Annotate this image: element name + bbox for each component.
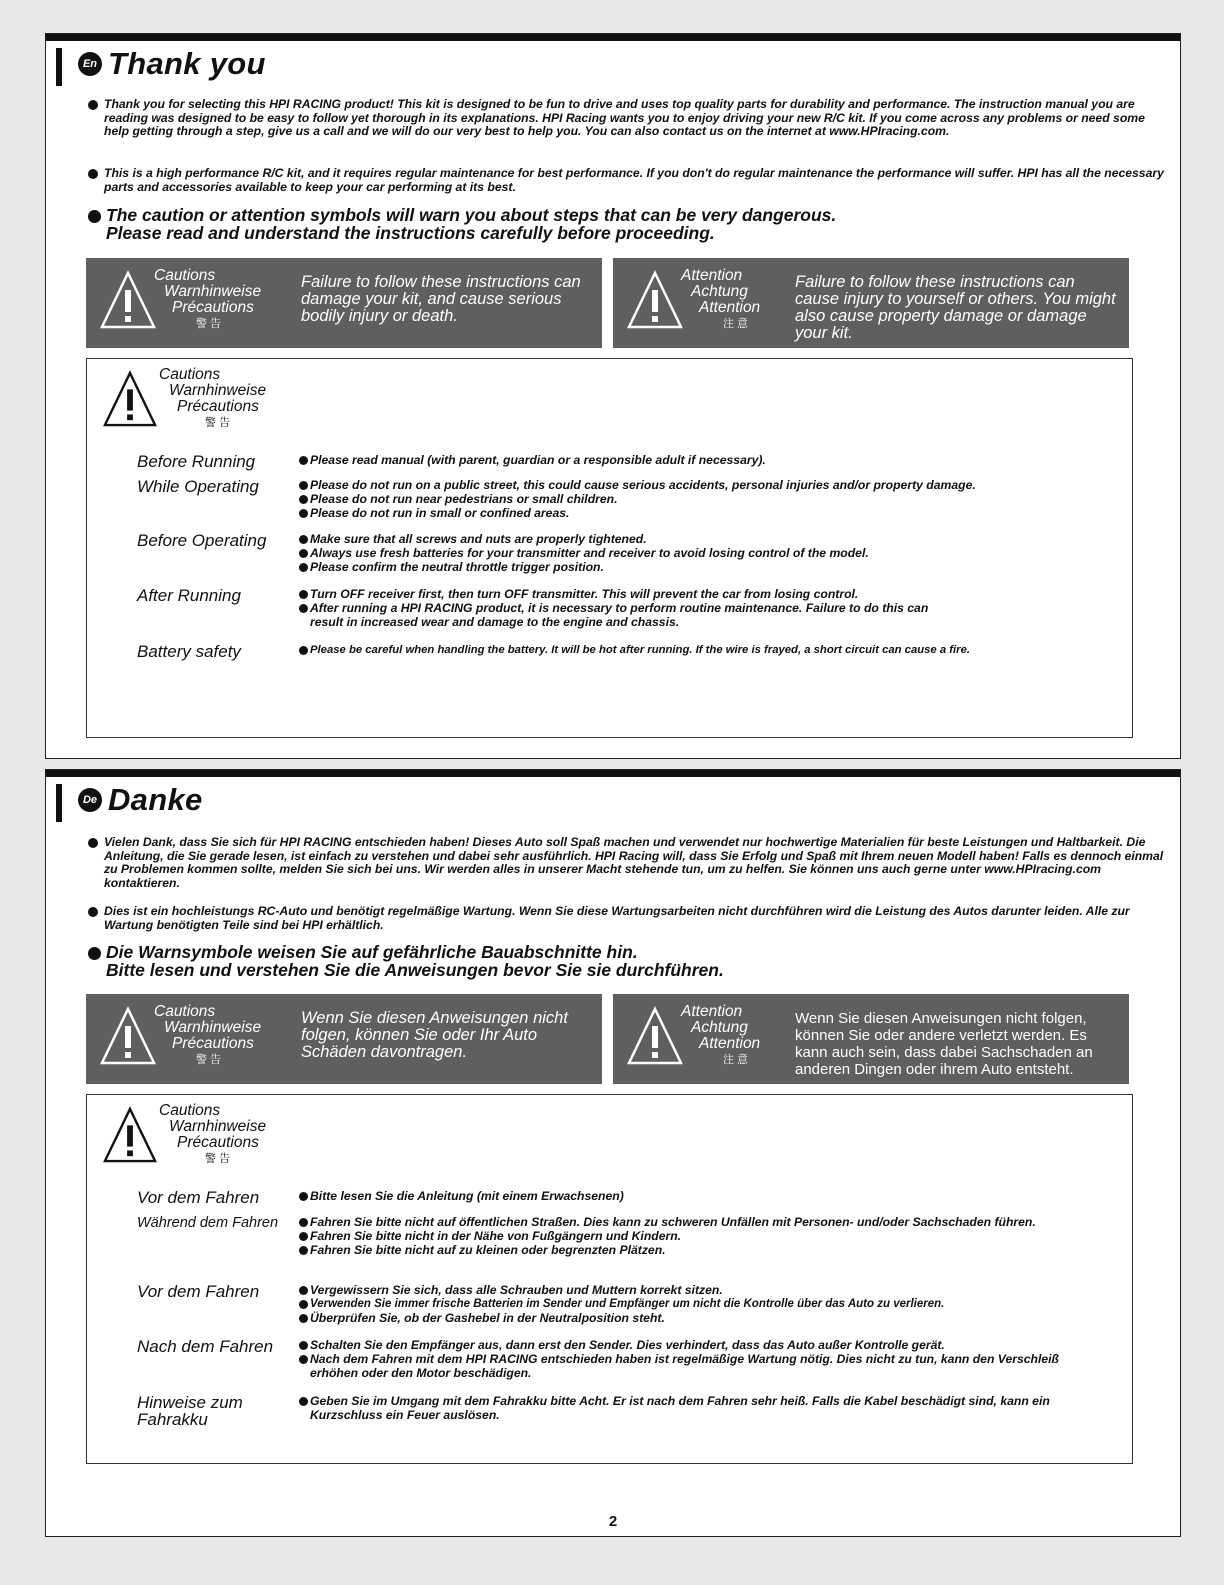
- rule-label: Vor dem Fahren: [137, 1188, 260, 1207]
- attention-labels: Attention Achtung Attention 注 意: [681, 267, 761, 330]
- rule-item: Always use fresh batteries for your transmitter and receiver to avoid losing control of the model.: [299, 546, 1122, 560]
- warning-triangle-icon: [100, 270, 156, 330]
- attention-banner: [613, 994, 1129, 1084]
- section-side-bar: [56, 48, 62, 86]
- warning-triangle-icon: [103, 1105, 157, 1165]
- section-top-bar: [46, 770, 1180, 777]
- caution-banner: [86, 994, 602, 1084]
- bullet-icon: [88, 169, 98, 179]
- section-top-bar: [46, 34, 1180, 41]
- bullet-icon: [299, 604, 308, 613]
- rule-item: Turn OFF receiver first, then turn OFF transmitter. This will prevent the car from losing control.: [299, 587, 1122, 601]
- bullet-icon: [299, 1232, 308, 1241]
- attention-message: Wenn Sie diesen Anweisungen nicht folgen, können Sie oder andere verletzt werden. Es kann auch sein, dass dabei Sachschaden an anderen Dingen oder ihrem Auto entsteht.: [795, 1010, 1093, 1078]
- rule-item: Please do not run in small or confined areas.: [299, 506, 1122, 520]
- rule-item: Fahren Sie bitte nicht auf öffentlichen Straßen. Dies kann zu schweren Unfällen mit Personen- und/oder Sachschaden führen.: [299, 1215, 1090, 1229]
- attention-banner: [613, 258, 1129, 348]
- rule-item: Bitte lesen Sie die Anleitung (mit einem Erwachsenen): [299, 1189, 1122, 1203]
- bullet-icon: [299, 1286, 308, 1295]
- rule-item: Geben Sie im Umgang mit dem Fahrakku bitte Acht. Er ist nach dem Fahren sehr heiß. Falls die Kabel beschädigt sind, kann ein Kurzschluss ein Feuer auslösen.: [299, 1394, 1070, 1422]
- bullet-icon: [299, 481, 308, 490]
- rule-item: Please confirm the neutral throttle trigger position.: [299, 560, 1122, 574]
- rule-label: Nach dem Fahren: [137, 1337, 274, 1356]
- rule-label: Hinweise zum Fahrakku: [137, 1393, 243, 1429]
- bullet-icon: [88, 210, 101, 223]
- language-badge: De: [78, 788, 102, 812]
- bullet-icon: [299, 509, 308, 518]
- caution-labels: Cautions Warnhinweise Précautions 警 告: [154, 1003, 262, 1066]
- rule-item: Fahren Sie bitte nicht auf zu kleinen oder begrenzten Plätzen.: [299, 1243, 1122, 1257]
- bullet-icon: [88, 100, 98, 110]
- cautions-box: [86, 358, 1133, 738]
- english-section: [45, 33, 1181, 759]
- rule-label: Während dem Fahren: [137, 1215, 279, 1231]
- rule-item: Schalten Sie den Empfänger aus, dann erst den Sender. Dies verhindert, dass das Auto außer Kontrolle gerät.: [299, 1338, 1122, 1352]
- bullet-icon: [299, 495, 308, 504]
- cautions-box: [86, 1094, 1133, 1464]
- intro-paragraph: Thank you for selecting this HPI RACING product! This kit is designed to be fun to drive and uses top quality parts for durability and performance. The instruction manual you are reading was designed to be easy to follow yet thorough in its explanations. HPI Racing wants you to enjoy driving your new R/C kit. If you come across any problems or need some help getting through a step, give us a call and we will do our very best to help you. You can also contact us on the internet at www.HPIracing.com.: [88, 98, 1168, 139]
- rule-item: Fahren Sie bitte nicht in der Nähe von Fußgängern und Kindern.: [299, 1229, 1122, 1243]
- language-badge: En: [78, 52, 102, 76]
- maintenance-paragraph: Dies ist ein hochleistungs RC-Auto und benötigt regelmäßige Wartung. Wenn Sie diese Wartungsarbeiten nicht durchführen wird die Leistung des Autos darunter leiden. Alle zur Wartung benötigten Teile sind bei HPI erhältlich.: [88, 905, 1168, 932]
- bullet-icon: [299, 456, 308, 465]
- caution-labels: Cautions Warnhinweise Précautions 警 告: [159, 366, 267, 429]
- rule-item: Please read manual (with parent, guardian or a responsible adult if necessary).: [299, 453, 1122, 467]
- rule-item: Überprüfen Sie, ob der Gashebel in der Neutralposition steht.: [299, 1311, 1122, 1325]
- bullet-icon: [299, 563, 308, 572]
- attention-message: Failure to follow these instructions can cause injury to yourself or others. You might also cause property damage or damage your kit.: [795, 273, 1116, 342]
- page-title: Thank you: [108, 46, 266, 81]
- rule-item: Please do not run on a public street, this could cause serious accidents, personal injuries and/or property damage.: [299, 478, 1122, 492]
- rule-label: After Running: [137, 586, 241, 605]
- page-title: Danke: [108, 782, 203, 817]
- rule-label: Before Operating: [137, 531, 267, 550]
- rule-label: Battery safety: [137, 642, 241, 661]
- caution-message: Failure to follow these instructions can damage your kit, and cause serious bodily injury or death.: [301, 273, 581, 325]
- bullet-icon: [299, 1192, 308, 1201]
- intro-paragraph: Vielen Dank, dass Sie sich für HPI RACING entschieden haben! Dieses Auto soll Spaß machen und verwendet nur hochwertige Materialien für beste Leistungen und Haltbarkeit. Die Anleitung, die Sie gerade lesen, ist einfach zu verstehen und dabei sehr ausführlich. HPI Racing will, dass Sie Erfolg und Spaß mit Ihrem neuen Modell haben! Falls es dennoch einmal zu Problemen kommen sollte, melden Sie sich bei uns. Wir werden alles in unserer Macht stehende tun, um zu helfen. Sie können uns auch gerne unter www.HPIracing.com kontaktieren.: [88, 836, 1168, 890]
- rule-item: Vergewissern Sie sich, dass alle Schrauben und Muttern korrekt sitzen.: [299, 1283, 1122, 1297]
- warning-triangle-icon: [100, 1006, 156, 1066]
- page-number: 2: [608, 1513, 618, 1530]
- caution-message: Wenn Sie diesen Anweisungen nicht folgen, können Sie oder Ihr Auto Schäden davontragen.: [301, 1009, 568, 1061]
- bullet-icon: [88, 907, 98, 917]
- maintenance-paragraph: This is a high performance R/C kit, and it requires regular maintenance for best performance. If you don't do regular maintenance the performance will suffer. HPI has all the necessary parts and accessories available to keep your car performing at its best.: [88, 167, 1168, 194]
- section-title: [78, 784, 203, 816]
- rule-label: While Operating: [137, 477, 259, 496]
- section-side-bar: [56, 784, 62, 822]
- bullet-icon: [299, 535, 308, 544]
- bullet-icon: [88, 947, 101, 960]
- warning-notice: The caution or attention symbols will warn you about steps that can be very dangerous. Please read and understand the instructions carefully before proceeding.: [88, 206, 1168, 242]
- bullet-icon: [299, 646, 308, 655]
- rule-item: Verwenden Sie immer frische Batterien im Sender und Empfänger um nicht die Kontrolle über das Auto zu verlieren.: [299, 1297, 1122, 1311]
- caution-labels: Cautions Warnhinweise Précautions 警 告: [154, 267, 262, 330]
- warning-triangle-icon: [627, 270, 683, 330]
- bullet-icon: [299, 1218, 308, 1227]
- rule-label: Before Running: [137, 452, 256, 471]
- rule-label: Vor dem Fahren: [137, 1282, 260, 1301]
- german-section: [45, 769, 1181, 1537]
- bullet-icon: [299, 549, 308, 558]
- attention-labels: Attention Achtung Attention 注 意: [681, 1003, 761, 1066]
- warning-triangle-icon: [627, 1006, 683, 1066]
- rule-item: Please be careful when handling the battery. It will be hot after running. If the wire is frayed, a short circuit can cause a fire.: [299, 643, 1122, 657]
- rule-item: Make sure that all screws and nuts are properly tightened.: [299, 532, 1122, 546]
- warning-notice: Die Warnsymbole weisen Sie auf gefährliche Bauabschnitte hin. Bitte lesen und verstehen Sie die Anweisungen bevor Sie sie durchführen.: [88, 943, 1168, 979]
- bullet-icon: [299, 1341, 308, 1350]
- bullet-icon: [299, 1300, 308, 1309]
- rule-item: After running a HPI RACING product, it is necessary to perform routine maintenance. Failure to do this can result in increased wear and damage to the engine and chassis.: [299, 601, 950, 629]
- caution-banner: [86, 258, 602, 348]
- bullet-icon: [299, 1246, 308, 1255]
- section-title: [78, 48, 266, 80]
- bullet-icon: [299, 1314, 308, 1323]
- caution-labels: Cautions Warnhinweise Précautions 警 告: [159, 1102, 267, 1165]
- bullet-icon: [88, 838, 98, 848]
- bullet-icon: [299, 590, 308, 599]
- bullet-icon: [299, 1397, 308, 1406]
- rule-item: Please do not run near pedestrians or small children.: [299, 492, 1122, 506]
- warning-triangle-icon: [103, 369, 157, 429]
- bullet-icon: [299, 1355, 308, 1364]
- rule-item: Nach dem Fahren mit dem HPI RACING entschieden haben ist regelmäßige Wartung nötig. Dies nicht zu tun, kann den Verschleiß erhöhen oder den Motor beschädigen.: [299, 1352, 1100, 1380]
